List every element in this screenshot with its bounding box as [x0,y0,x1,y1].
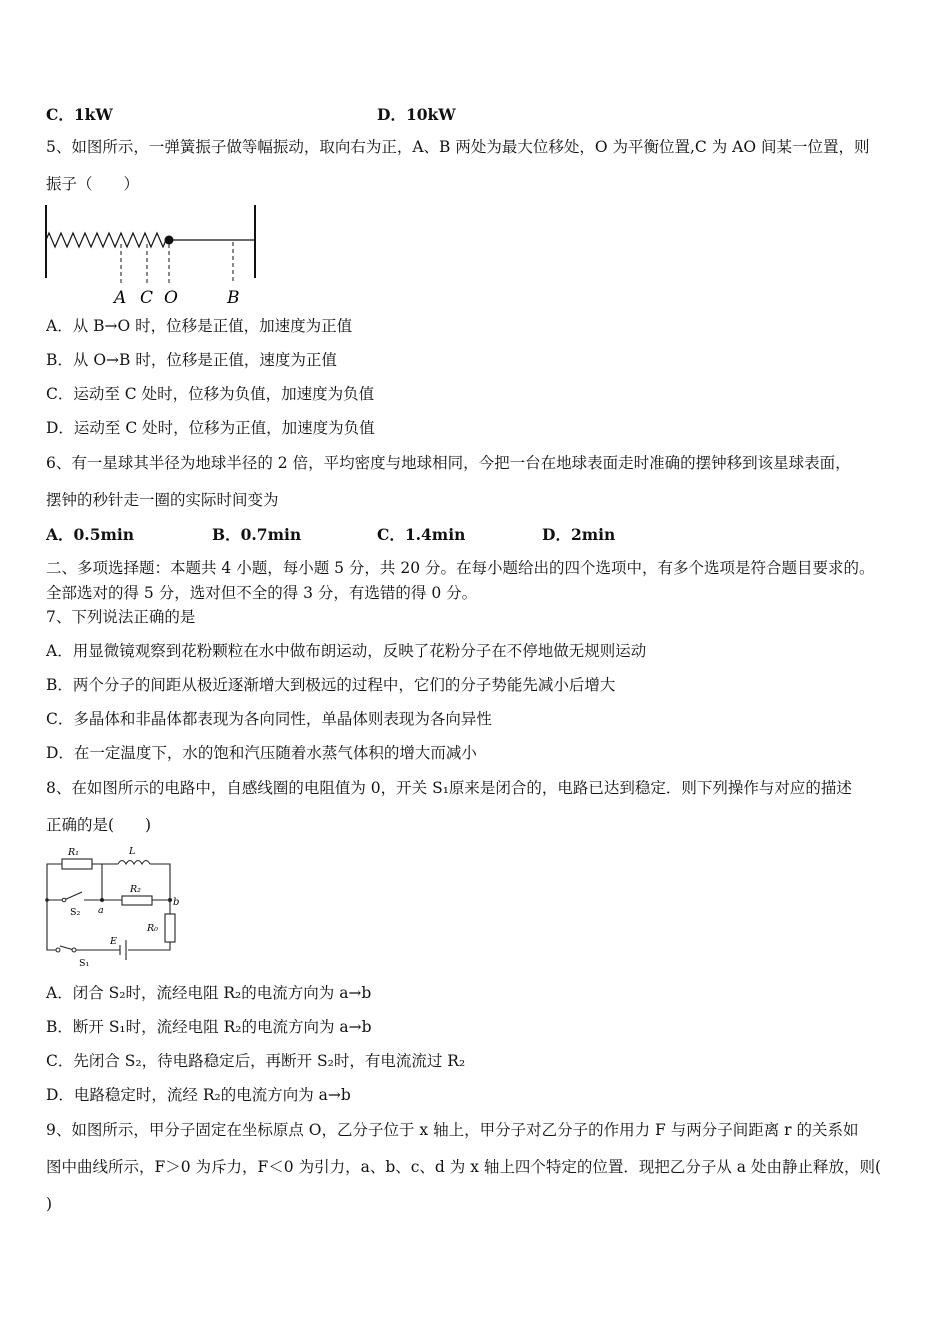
section2-heading-line1: 二、多项选择题：本题共 4 小题，每小题 5 分，共 20 分。在每小题给出的四个选项中，有多个选项是符合题目要求的。 [46,559,875,577]
q6-option-d: D．2min [542,525,616,544]
q5-spring-figure [40,200,270,310]
label-o: O [164,288,178,308]
label-a: a [98,905,104,916]
q8-stem-line2: 正确的是( ) [46,816,152,834]
spring [46,233,166,247]
q8-circuit-figure [40,842,190,974]
q6-option-b: B．0.7min [212,525,302,544]
q7-stem: 7、下列说法正确的是 [46,608,196,626]
section2-heading-line2: 全部选对的得 5 分，选对但不全的得 3 分，有选错的得 0 分。 [46,584,478,602]
inductor-l [118,861,150,865]
q8-stem-line1: 8、在如图所示的电路中，自感线圈的电阻值为 0，开关 S₁原来是闭合的，电路已达到稳定．则下列操作与对应的描述 [46,779,852,797]
q5-option-a: A．从 B→O 时，位移是正值，加速度为正值 [46,317,353,335]
q9-stem-line3: ) [46,1195,53,1213]
oscillator-ball [165,236,174,245]
q6-stem-line2: 摆钟的秒针走一圈的实际时间变为 [46,491,279,509]
q7-option-a: A．用显微镜观察到花粉颗粒在水中做布朗运动，反映了花粉分子在不停地做无规则运动 [46,642,647,660]
label-c: C [140,288,154,308]
label-r2: R₂ [130,884,141,895]
label-b: B [227,288,240,308]
label-l: L [129,846,136,857]
q7-option-d: D．在一定温度下，水的饱和汽压随着水蒸气体积的增大而减小 [46,744,477,762]
label-s1: S₁ [79,958,90,969]
label-s2: S₂ [70,907,81,918]
resistor-r1 [62,859,92,869]
q9-stem-line2: 图中曲线所示，F＞0 为斥力，F＜0 为引力，a、b、c、d 为 x 轴上四个特定的位置．现把乙分子从 a 处由静止释放，则( [46,1158,882,1176]
q7-option-c: C．多晶体和非晶体都表现为各向同性，单晶体则表现为各向异性 [46,710,492,728]
q5-option-b: B．从 O→B 时，位移是正值，速度为正值 [46,351,337,369]
label-b: b [173,897,180,908]
label-a: A [114,288,127,308]
q4-option-d: D．10kW [377,105,456,124]
q8-option-a: A．闭合 S₂时，流经电阻 R₂的电流方向为 a→b [46,984,372,1002]
q6-stem-line1: 6、有一星球其半径为地球半径的 2 倍，平均密度与地球相同，今把一台在地球表面走时准确的摆钟移到该星球表面， [46,454,851,472]
q8-option-d: D．电路稳定时，流经 R₂的电流方向为 a→b [46,1086,351,1104]
resistor-r0 [165,914,175,942]
label-r1: R₁ [68,847,79,858]
q5-stem-line1: 5、如图所示，一弹簧振子做等幅振动，取向右为正，A、B 两处为最大位移处，O 为平衡位置,C 为 AO 间某一位置，则 [46,138,870,156]
label-r0: R₀ [147,923,158,934]
top-wire [47,864,62,900]
q6-option-c: C．1.4min [377,525,466,544]
resistor-r2 [122,896,152,905]
switch-s2 [64,892,82,900]
q4-option-c: C．1kW [46,105,113,124]
q8-option-b: B．断开 S₁时，流经电阻 R₂的电流方向为 a→b [46,1018,372,1036]
q5-stem-line2: 振子（ ） [46,175,140,193]
q5-option-c: C．运动至 C 处时，位移为负值，加速度为负值 [46,385,375,403]
q8-option-c: C．先闭合 S₂，待电路稳定后，再断开 S₂时，有电流流过 R₂ [46,1052,466,1070]
q6-option-a: A．0.5min [46,525,135,544]
label-e: E [110,936,117,947]
q9-stem-line1: 9、如图所示，甲分子固定在坐标原点 O，乙分子位于 x 轴上，甲分子对乙分子的作用力 F 与两分子间距离 r 的关系如 [46,1121,859,1139]
q7-option-b: B．两个分子的间距从极近逐渐增大到极远的过程中，它们的分子势能先减小后增大 [46,676,616,694]
q5-option-d: D．运动至 C 处时，位移为正值，加速度为负值 [46,419,375,437]
